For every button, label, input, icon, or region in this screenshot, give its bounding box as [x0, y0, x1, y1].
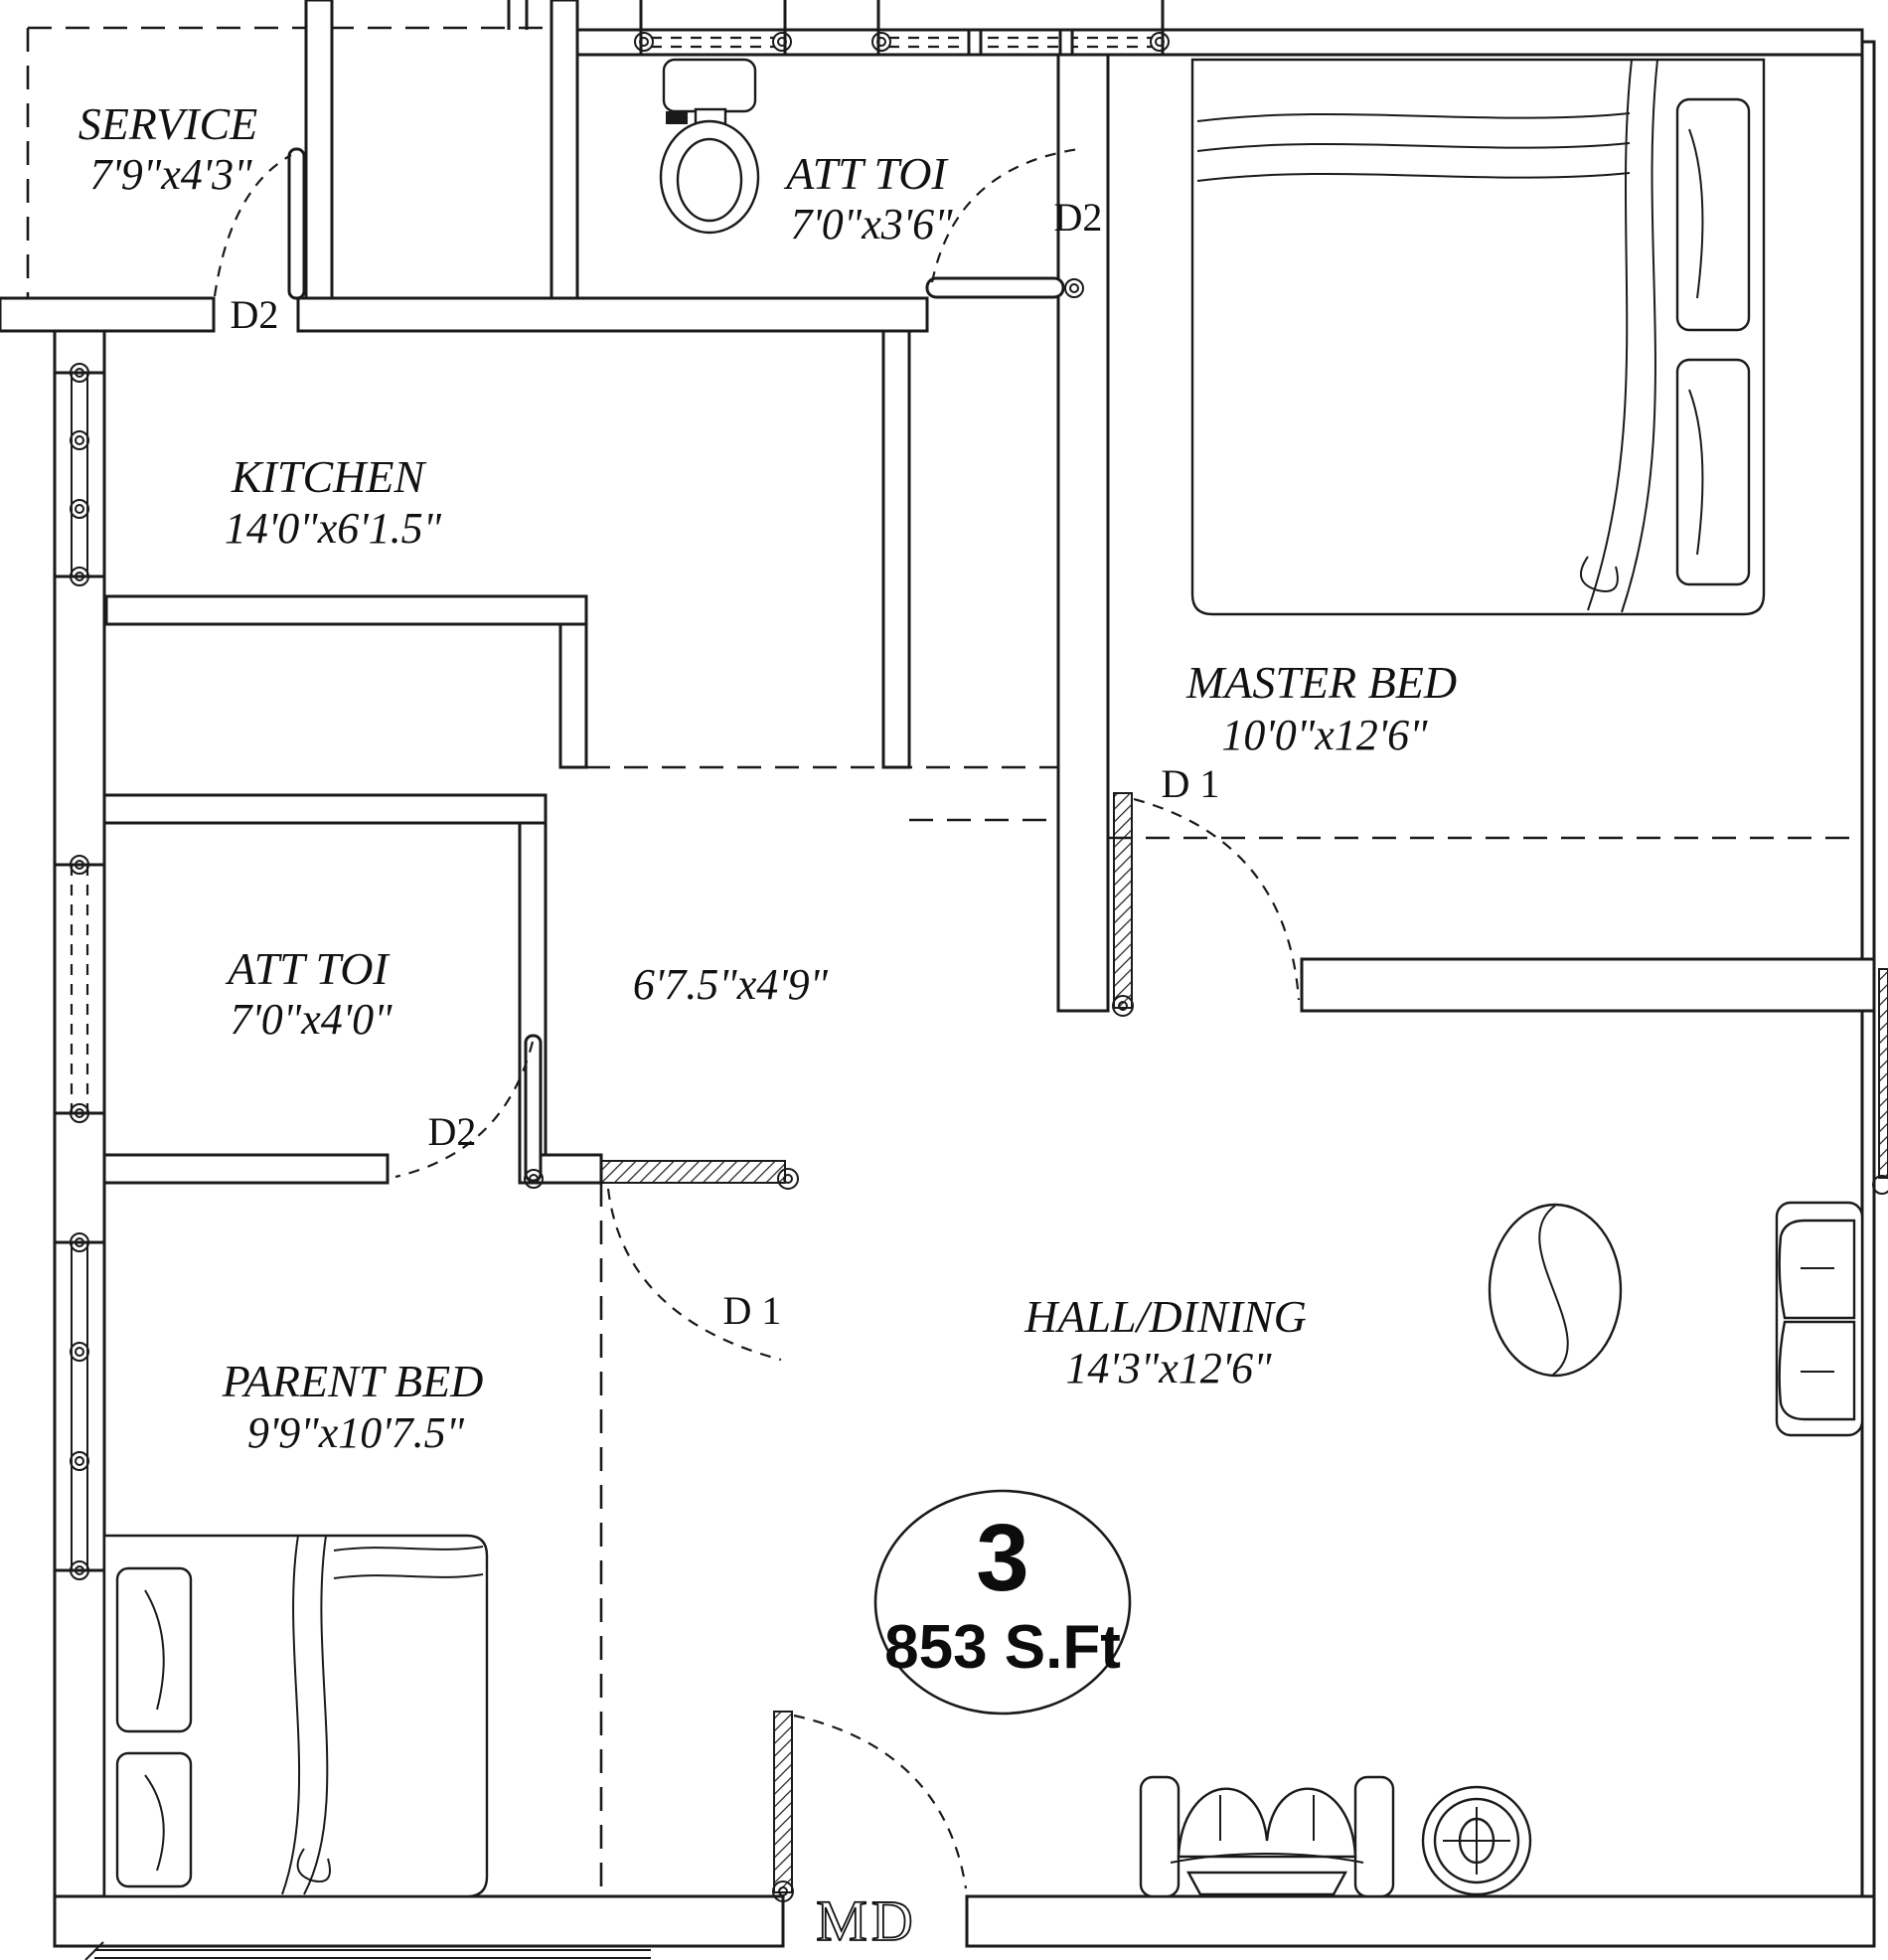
loveseat-icon [1141, 1777, 1393, 1896]
master-door-label: D 1 [1161, 761, 1220, 806]
coffee-table-icon [1490, 1205, 1621, 1376]
hall-dining-dims: 14'3"x12'6" [1065, 1344, 1272, 1392]
service-dims: 7'9"x4'3" [89, 150, 252, 199]
unit-area: 853 S.Ft [884, 1613, 1121, 1682]
att-toi-top-window-icon [635, 0, 791, 55]
att-toi-2-window-icon [55, 856, 104, 1122]
parent-bed-window-icon [55, 1233, 104, 1579]
round-table-icon [1423, 1787, 1530, 1894]
kitchen-dims: 14'0"x6'1.5" [224, 504, 442, 553]
side-sofa-icon [1777, 1203, 1862, 1435]
parent-bed-icon [104, 1536, 487, 1896]
service-door-label: D2 [230, 292, 279, 337]
service-label: SERVICE [78, 98, 258, 149]
toilet-icon [661, 60, 758, 233]
main-door-label: MD [816, 1888, 917, 1953]
master-bed-dims: 10'0"x12'6" [1221, 711, 1428, 759]
master-bed-label: MASTER BED [1185, 657, 1458, 708]
att-toi-top-label: ATT TOI [786, 148, 947, 199]
pillow-icon [117, 1753, 191, 1886]
parent-bed-dims: 9'9"x10'7.5" [246, 1408, 465, 1457]
parent-bed-label: PARENT BED [222, 1356, 484, 1406]
kitchen-label: KITCHEN [231, 451, 425, 502]
master-bed-window-icon [872, 0, 1169, 55]
unit-number: 3 [976, 1505, 1029, 1611]
att-toi-2-dims: 7'0"x4'0" [230, 995, 393, 1044]
att-toi-top-dims: 7'0"x3'6" [790, 200, 953, 248]
passage-dims: 6'7.5"x4'9" [632, 960, 829, 1009]
att-toi-2-door-label: D2 [427, 1109, 477, 1154]
main-door [773, 1712, 966, 1901]
hall-parent-door-label: D 1 [722, 1288, 782, 1333]
master-bed-icon [1192, 60, 1764, 614]
pillow-icon [117, 1568, 191, 1731]
att-toi-top-door-label: D2 [1053, 195, 1103, 240]
pillow-icon [1677, 99, 1749, 330]
att-toi-2-label: ATT TOI [228, 943, 389, 994]
master-bed-door [1113, 793, 1299, 1016]
kitchen-window-icon [55, 364, 104, 585]
unit-badge [875, 1491, 1130, 1714]
pillow-icon [1677, 360, 1749, 584]
hall-dining-label: HALL/DINING [1024, 1291, 1307, 1342]
